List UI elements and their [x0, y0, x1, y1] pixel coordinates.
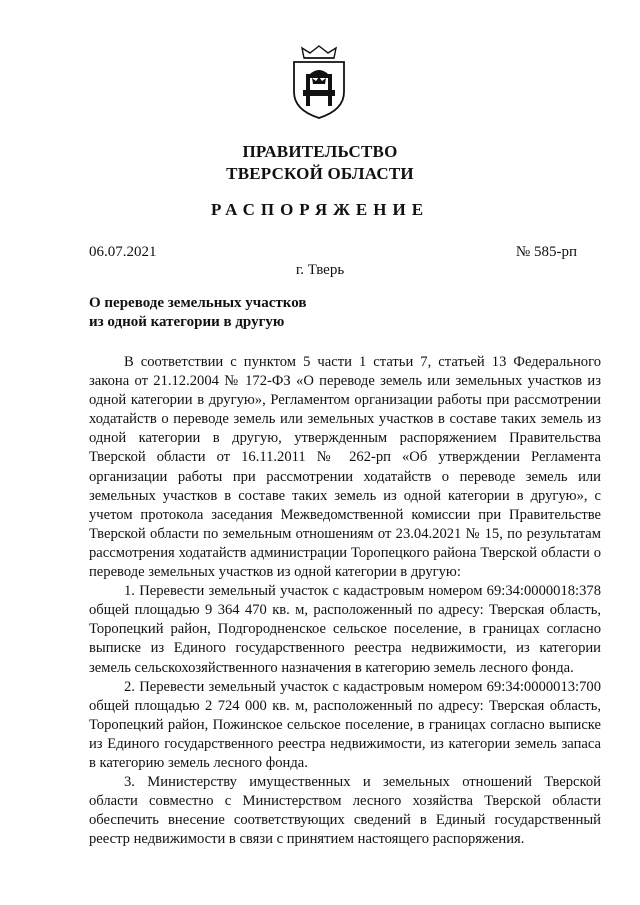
- subject-line-2: из одной категории в другую: [89, 314, 285, 330]
- document-date: 06.07.2021: [89, 244, 157, 260]
- coat-of-arms-emblem: [288, 44, 350, 120]
- subject-line-1: О переводе земельных участков: [89, 295, 307, 311]
- document-type-title: РАСПОРЯЖЕНИЕ: [210, 200, 430, 219]
- document-city: г. Тверь: [295, 262, 345, 278]
- body-item-3: 3. Министерству имущественных и земельных отношений Тверской области совместно с Министерством лесного хозяйства Тверской области обеспечить внесение соответствующих сведений в Единый государственный реестр недвижимости в связи с принятием настоящего распоряжения.: [89, 774, 601, 848]
- document-body: [89, 353, 601, 849]
- body-preamble: В соответствии с пунктом 5 части 1 статьи 7, статьей 13 Федерального закона от 21.12.2004 № 172-ФЗ «О переводе земель или земельных участков из одной категории в другую», Регламентом организации работы при рассмотрении ходатайств о переводе земель или земельных участков в составе таких земель из одной категории в другую, утвержденным распоряжением Правительства Тверской области от 16.11.2011 № 262-рп «Об утверждении Регламента организации работы при рассмотрении ходатайств о переводе земель или земельных участков в составе таких земель из одной категории в другую», с учетом протокола заседания Межведомственной комиссии при Правительстве Тверской области по земельным отношениям от 23.04.2021 № 15, по результатам рассмотрения ходатайств администрации Торопецкого района Тверской области о переводе земельных участков из одной категории в другую:: [89, 354, 601, 581]
- document-number: № 585-рп: [515, 244, 577, 260]
- body-item-1: 1. Перевести земельный участок с кадастровым номером 69:34:0000018:378 общей площадью 9 364 470 кв. м, расположенный по адресу: Тверская область, Торопецкий район, Подгородненское сельское поселение, в границах согласно выписке из Единого государственного реестра недвижимости, из категории земель сельскохозяйственного назначения в категорию земель лесного фонда.: [89, 583, 601, 676]
- organization-name-line-2: ТВЕРСКОЙ ОБЛАСТИ: [226, 164, 414, 183]
- organization-name-line-1: ПРАВИТЕЛЬСТВО: [242, 142, 398, 161]
- body-item-2: 2. Перевести земельный участок с кадастровым номером 69:34:0000013:700 общей площадью 2 724 000 кв. м, расположенный по адресу: Тверская область, Торопецкий район, Пожинское сельское поселение, в границах согласно выписке из Единого государственного реестра недвижимости, из категории земель запаса в категорию земель лесного фонда.: [89, 678, 601, 771]
- document-subject: [89, 294, 306, 332]
